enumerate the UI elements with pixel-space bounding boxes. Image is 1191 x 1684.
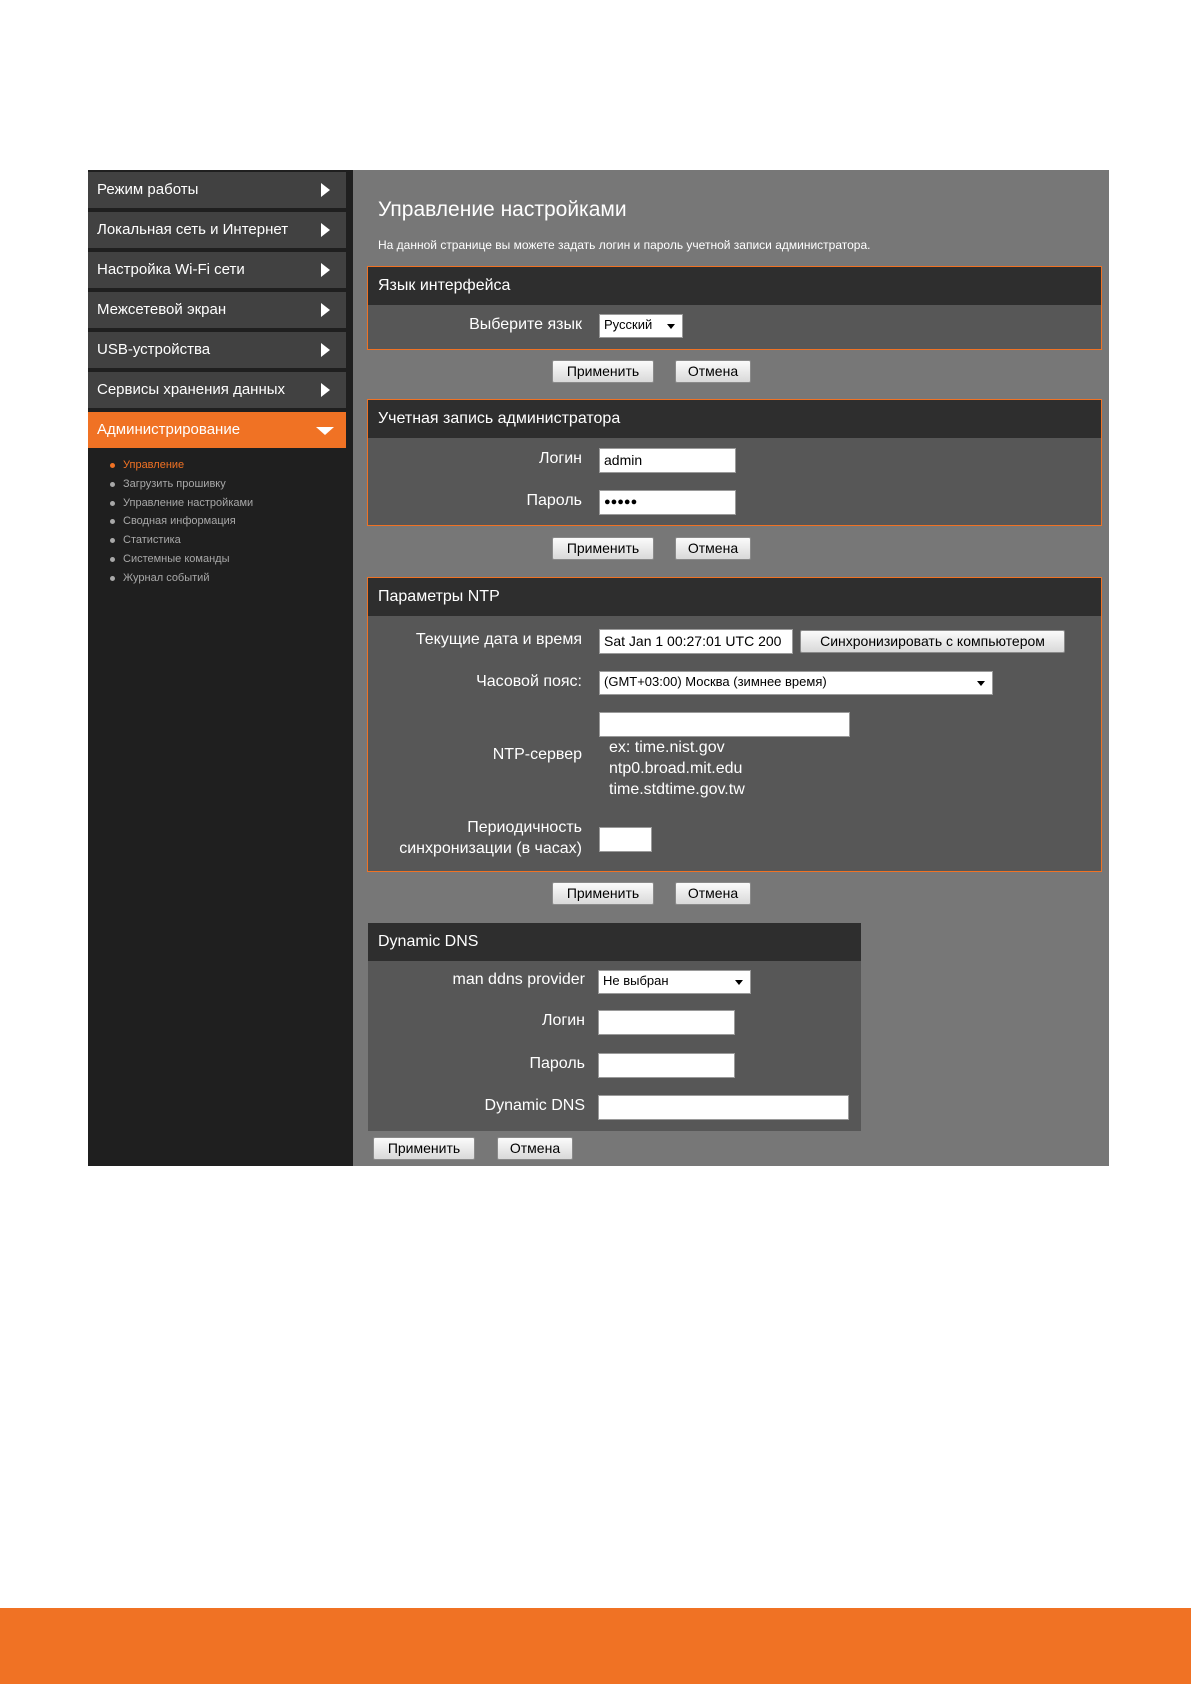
ddns-login-label: Логин bbox=[541, 1012, 585, 1029]
submenu-item-label: Управление настройками bbox=[123, 496, 254, 509]
bullet-icon bbox=[110, 538, 115, 543]
ntp-server-hint-3: time.stdtime.gov.tw bbox=[609, 781, 745, 798]
caret-down-icon bbox=[735, 980, 743, 985]
submenu-item-label: Статистика bbox=[123, 534, 181, 547]
admin-password-input[interactable]: ●●●●● bbox=[599, 490, 736, 515]
ntp-cancel-button[interactable]: Отмена bbox=[675, 882, 751, 905]
sidebar-item-usb[interactable] bbox=[88, 332, 346, 368]
ntp-server-input[interactable] bbox=[599, 712, 850, 737]
panel-header: Язык интерфейса bbox=[368, 267, 1101, 305]
ddns-hostname-label: Dynamic DNS bbox=[484, 1097, 585, 1114]
submenu-item-management[interactable] bbox=[108, 456, 253, 475]
chevron-right-icon bbox=[321, 303, 330, 317]
language-select-value: Русский bbox=[604, 317, 653, 332]
sidebar-item-label: Сервисы хранения данных bbox=[97, 381, 286, 398]
ddns-login-input[interactable] bbox=[598, 1010, 735, 1035]
timezone-select-value: (GMT+03:00) Москва (зимнее время) bbox=[604, 674, 827, 689]
language-panel bbox=[367, 266, 1102, 350]
sidebar-item-label: Режим работы bbox=[97, 181, 199, 198]
submenu-item-settings[interactable] bbox=[108, 494, 253, 513]
ddns-password-label: Пароль bbox=[529, 1055, 585, 1072]
ntp-datetime-field[interactable]: Sat Jan 1 00:27:01 UTC 200 bbox=[599, 629, 793, 654]
sidebar-item-lan-internet[interactable] bbox=[88, 212, 346, 248]
ddns-hostname-input[interactable] bbox=[598, 1095, 849, 1120]
footer-accent-bar bbox=[0, 1608, 1191, 1684]
sidebar-item-wifi[interactable] bbox=[88, 252, 346, 288]
ddns-panel bbox=[368, 923, 861, 1131]
ddns-provider-label: man ddns provider bbox=[452, 971, 585, 988]
ntp-server-hint-2: ntp0.broad.mit.edu bbox=[609, 760, 743, 777]
sidebar-item-label: USB-устройства bbox=[97, 341, 211, 358]
ntp-apply-button[interactable]: Применить bbox=[552, 882, 654, 905]
ntp-timezone-select[interactable] bbox=[599, 671, 993, 695]
panel-header: Учетная запись администратора bbox=[368, 400, 1101, 438]
chevron-down-icon bbox=[316, 427, 334, 435]
chevron-right-icon bbox=[321, 383, 330, 397]
sidebar-item-label: Межсетевой экран bbox=[97, 301, 227, 318]
main-content bbox=[353, 170, 1109, 1166]
panel-header: Параметры NTP bbox=[368, 578, 1101, 616]
sidebar-item-mode[interactable] bbox=[88, 172, 346, 208]
admin-apply-button[interactable]: Применить bbox=[552, 537, 654, 560]
language-select[interactable] bbox=[599, 314, 683, 338]
caret-down-icon bbox=[977, 681, 985, 686]
ddns-provider-select[interactable] bbox=[598, 970, 751, 994]
chevron-right-icon bbox=[321, 263, 330, 277]
submenu-item-label: Сводная информация bbox=[123, 515, 236, 528]
ntp-period-input[interactable] bbox=[599, 827, 652, 852]
language-apply-button[interactable]: Применить bbox=[552, 360, 654, 383]
admin-login-label: Логин bbox=[538, 450, 582, 467]
sidebar-item-firewall[interactable] bbox=[88, 292, 346, 328]
bullet-icon bbox=[110, 519, 115, 524]
admin-cancel-button[interactable]: Отмена bbox=[675, 537, 751, 560]
submenu-item-label: Управление bbox=[123, 459, 185, 471]
ntp-period-label: Периодичность синхронизации (в часах) bbox=[399, 819, 582, 857]
ddns-password-input[interactable] bbox=[598, 1053, 735, 1078]
bullet-icon bbox=[110, 463, 115, 468]
bullet-icon bbox=[110, 576, 115, 581]
page-title: Управление настройками bbox=[378, 198, 627, 221]
provider-select-value: Не выбран bbox=[603, 973, 669, 988]
page-description: На данной странице вы можете задать логин и пароль учетной записи администратора. bbox=[378, 238, 871, 252]
admin-password-label: Пароль bbox=[526, 492, 582, 509]
ddns-cancel-button[interactable]: Отмена bbox=[497, 1137, 573, 1160]
chevron-right-icon bbox=[321, 223, 330, 237]
sidebar-item-label: Администрирование bbox=[97, 421, 241, 438]
sidebar-item-storage[interactable] bbox=[88, 372, 346, 408]
panel-header: Dynamic DNS bbox=[368, 923, 861, 961]
admin-login-input[interactable]: admin bbox=[599, 448, 736, 473]
language-label: Выберите язык bbox=[469, 316, 582, 333]
ntp-panel bbox=[367, 577, 1102, 872]
sidebar-item-label: Настройка Wi-Fi сети bbox=[97, 261, 245, 278]
ntp-server-hint-1: ex: time.nist.gov bbox=[609, 739, 725, 756]
sidebar bbox=[88, 170, 346, 1166]
sync-with-computer-button[interactable]: Синхронизировать с компьютером bbox=[800, 630, 1065, 653]
caret-down-icon bbox=[667, 324, 675, 329]
language-cancel-button[interactable]: Отмена bbox=[675, 360, 751, 383]
chevron-right-icon bbox=[321, 343, 330, 357]
submenu-item-firmware[interactable] bbox=[108, 475, 253, 494]
ntp-datetime-label: Текущие дата и время bbox=[415, 631, 582, 648]
bullet-icon bbox=[110, 557, 115, 562]
sidebar-item-label: Локальная сеть и Интернет bbox=[97, 221, 289, 238]
ntp-server-label: NTP-сервер bbox=[492, 746, 582, 763]
submenu-item-label: Журнал событий bbox=[123, 571, 210, 584]
submenu-item-statistics[interactable] bbox=[108, 531, 253, 550]
bullet-icon bbox=[110, 501, 115, 506]
submenu-item-summary[interactable] bbox=[108, 512, 253, 531]
sidebar-item-administration[interactable] bbox=[88, 412, 346, 448]
submenu-item-label: Системные команды bbox=[123, 552, 230, 565]
admin-account-panel bbox=[367, 399, 1102, 526]
chevron-right-icon bbox=[321, 183, 330, 197]
submenu-item-system-commands[interactable] bbox=[108, 550, 253, 569]
router-admin-frame bbox=[88, 170, 1109, 1166]
ntp-timezone-label: Часовой пояс: bbox=[476, 673, 582, 690]
ddns-apply-button[interactable]: Применить bbox=[373, 1137, 475, 1160]
submenu-item-event-log[interactable] bbox=[108, 569, 253, 588]
admin-submenu bbox=[108, 456, 253, 588]
bullet-icon bbox=[110, 482, 115, 487]
submenu-item-label: Загрузить прошивку bbox=[123, 477, 226, 490]
